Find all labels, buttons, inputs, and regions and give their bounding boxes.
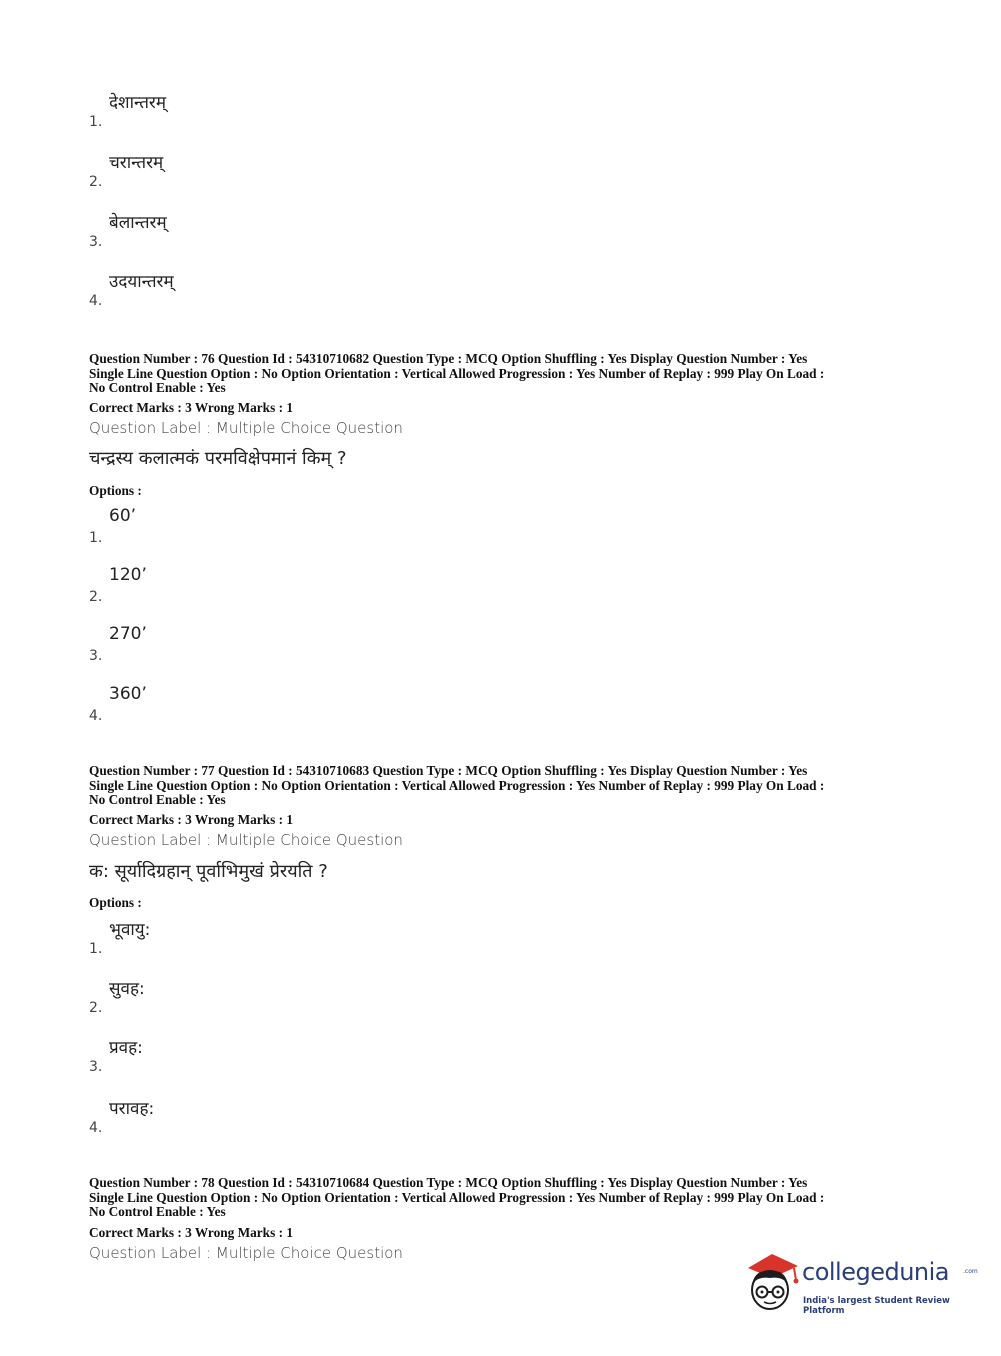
option-number: 3. [89, 648, 103, 664]
logo-wordmark: collegedunia [802, 1258, 950, 1286]
question-meta [89, 352, 919, 396]
option-item [89, 684, 489, 724]
option-text: प्रवह: [109, 1038, 143, 1058]
meta-line: Question Number : 77 Question Id : 54310710683 Question Type : MCQ Option Shuffling : Yes Display Question Number : Yes [89, 763, 808, 778]
meta-line: No Control Enable : Yes [89, 380, 226, 396]
option-number: 1. [89, 114, 103, 130]
logo-suffix: .com [963, 1268, 978, 1275]
option-item [89, 269, 489, 309]
meta-line: Single Line Question Option : No Option Orientation : Vertical Allowed Progression : Yes Number of Replay : 999 Play On Load : [89, 1189, 825, 1205]
question-meta [89, 764, 919, 808]
option-item [89, 210, 489, 250]
option-text: भूवायु: [109, 920, 151, 940]
question-marks: Correct Marks : 3 Wrong Marks : 1 [89, 812, 293, 827]
option-text: 120’ [109, 565, 147, 585]
collegedunia-logo [742, 1250, 978, 1316]
question-text: क: सूर्यादिग्रहान् पूर्वाभिमुखं प्रेरयति ? [89, 861, 328, 882]
option-number: 4. [89, 1120, 103, 1136]
question-text: चन्द्रस्य कलात्मकं परमविक्षेपमानं किम् ? [89, 448, 347, 469]
option-text: 60’ [109, 506, 137, 526]
meta-line: No Control Enable : Yes [89, 792, 226, 808]
option-number: 2. [89, 174, 103, 190]
option-item [89, 150, 489, 190]
option-number: 4. [89, 293, 103, 309]
option-item [89, 1035, 489, 1075]
logo-tagline: India's largest Student Review Platform [803, 1296, 950, 1316]
option-text: सुवह: [109, 979, 145, 999]
option-text: 270’ [109, 624, 147, 644]
question-meta [89, 1176, 919, 1220]
option-number: 2. [89, 1000, 103, 1016]
question-marks: Correct Marks : 3 Wrong Marks : 1 [89, 400, 293, 415]
option-number: 3. [89, 234, 103, 250]
option-item [89, 976, 489, 1016]
option-item [89, 917, 489, 957]
option-text: देशान्तरम् [109, 93, 167, 113]
option-number: 3. [89, 1059, 103, 1075]
option-item [89, 624, 489, 664]
option-item [89, 90, 489, 130]
option-item [89, 1096, 489, 1136]
option-number: 2. [89, 589, 103, 605]
meta-line: No Control Enable : Yes [89, 1204, 226, 1220]
option-item [89, 565, 489, 605]
question-label: Question Label : Multiple Choice Question [89, 831, 403, 849]
options-heading: Options : [89, 483, 142, 498]
mascot-icon [742, 1250, 800, 1312]
question-label: Question Label : Multiple Choice Question [89, 1244, 403, 1262]
option-number: 1. [89, 530, 103, 546]
question-marks: Correct Marks : 3 Wrong Marks : 1 [89, 1225, 293, 1240]
options-heading: Options : [89, 895, 142, 910]
option-number: 4. [89, 708, 103, 724]
option-number: 1. [89, 941, 103, 957]
option-text: उदयान्तरम् [109, 272, 174, 292]
meta-line: Question Number : 76 Question Id : 54310710682 Question Type : MCQ Option Shuffling : Yes Display Question Number : Yes [89, 351, 808, 366]
question-label: Question Label : Multiple Choice Question [89, 419, 403, 437]
option-text: बेलान्तरम् [109, 213, 167, 233]
meta-line: Single Line Question Option : No Option Orientation : Vertical Allowed Progression : Yes Number of Replay : 999 Play On Load : [89, 777, 825, 793]
meta-line: Question Number : 78 Question Id : 54310710684 Question Type : MCQ Option Shuffling : Yes Display Question Number : Yes [89, 1175, 808, 1190]
option-item [89, 506, 489, 546]
option-text: 360’ [109, 684, 147, 704]
option-text: परावह: [109, 1099, 155, 1119]
meta-line: Single Line Question Option : No Option Orientation : Vertical Allowed Progression : Yes Number of Replay : 999 Play On Load : [89, 365, 825, 381]
option-text: चरान्तरम् [109, 153, 164, 173]
